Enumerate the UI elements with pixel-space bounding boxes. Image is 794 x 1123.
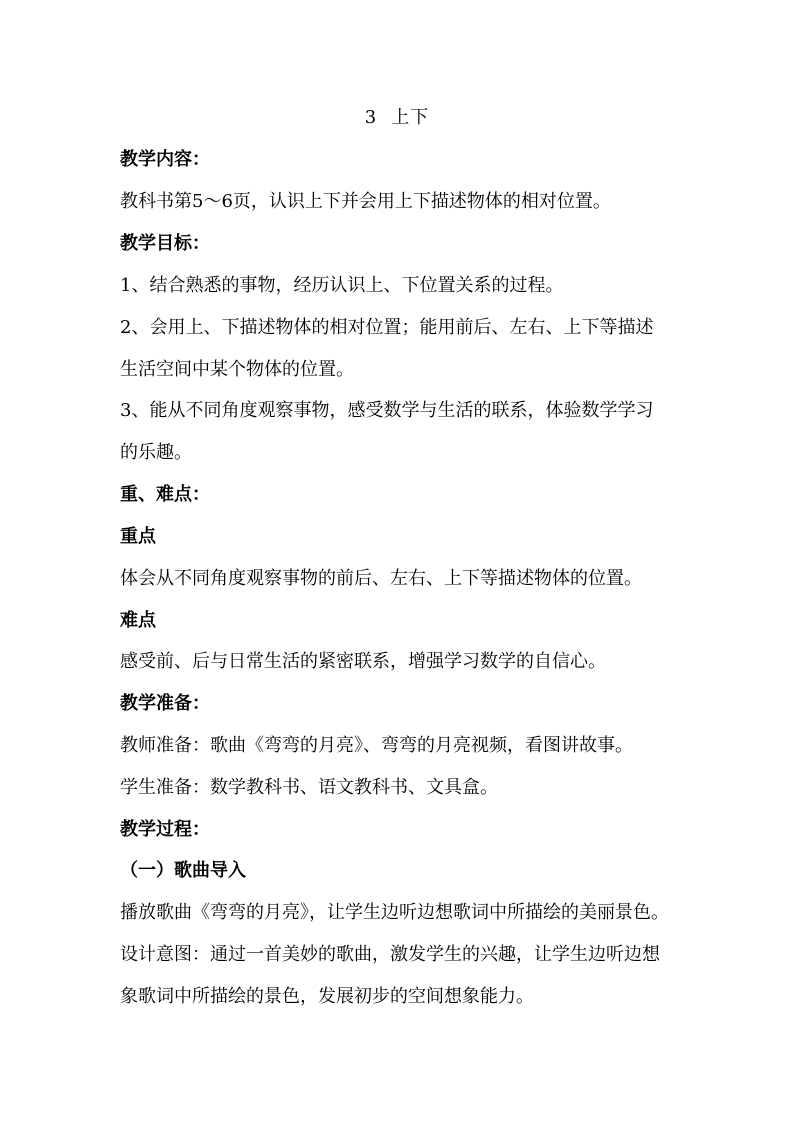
- paragraph-line: 体会从不同角度观察事物的前后、左右、上下等描述物体的位置。: [120, 568, 642, 589]
- title-number: 3: [364, 107, 378, 128]
- paragraph-line: 播放歌曲《弯弯的月亮》，让学生边听边想歌词中所描绘的美丽景色。: [120, 902, 669, 923]
- paragraph-line: 象歌词中所描绘的景色，发展初步的空间想象能力。: [120, 986, 534, 1007]
- heading-key-difficult-points: 重、难点：: [120, 484, 210, 505]
- page-title: [0, 104, 794, 132]
- heading-teaching-process: 教学过程：: [120, 819, 210, 840]
- subheading-song-intro: （一）歌曲导入: [120, 860, 246, 881]
- subheading-key-point: 重点: [120, 526, 156, 547]
- paragraph-line: 的乐趣。: [120, 442, 192, 463]
- subheading-difficult-point: 难点: [120, 610, 156, 631]
- paragraph-line: 学生准备：数学教科书、语文教科书、文具盒。: [120, 777, 498, 798]
- heading-teaching-preparation: 教学准备：: [120, 693, 210, 714]
- paragraph-line: 感受前、后与日常生活的紧密联系，增强学习数学的自信心。: [120, 651, 606, 672]
- paragraph-line: 生活空间中某个物体的位置。: [120, 359, 354, 380]
- paragraph-line: 教师准备：歌曲《弯弯的月亮》、弯弯的月亮视频，看图讲故事。: [120, 735, 633, 756]
- paragraph-line: 2、会用上、下描述物体的相对位置；能用前后、左右、上下等描述: [120, 317, 654, 338]
- paragraph-line: 1、结合熟悉的事物，经历认识上、下位置关系的过程。: [120, 275, 564, 296]
- paragraph-line: 设计意图：通过一首美妙的歌曲，激发学生的兴趣，让学生边听边想: [120, 944, 660, 965]
- heading-teaching-goals: 教学目标：: [120, 233, 210, 254]
- paragraph-line: 教科书第5～6页，认识上下并会用上下描述物体的相对位置。: [120, 191, 611, 212]
- heading-teaching-content: 教学内容：: [120, 149, 210, 170]
- title-text: 上下: [391, 107, 430, 128]
- paragraph-line: 3、能从不同角度观察事物，感受数学与生活的联系，体验数学学习: [120, 400, 654, 421]
